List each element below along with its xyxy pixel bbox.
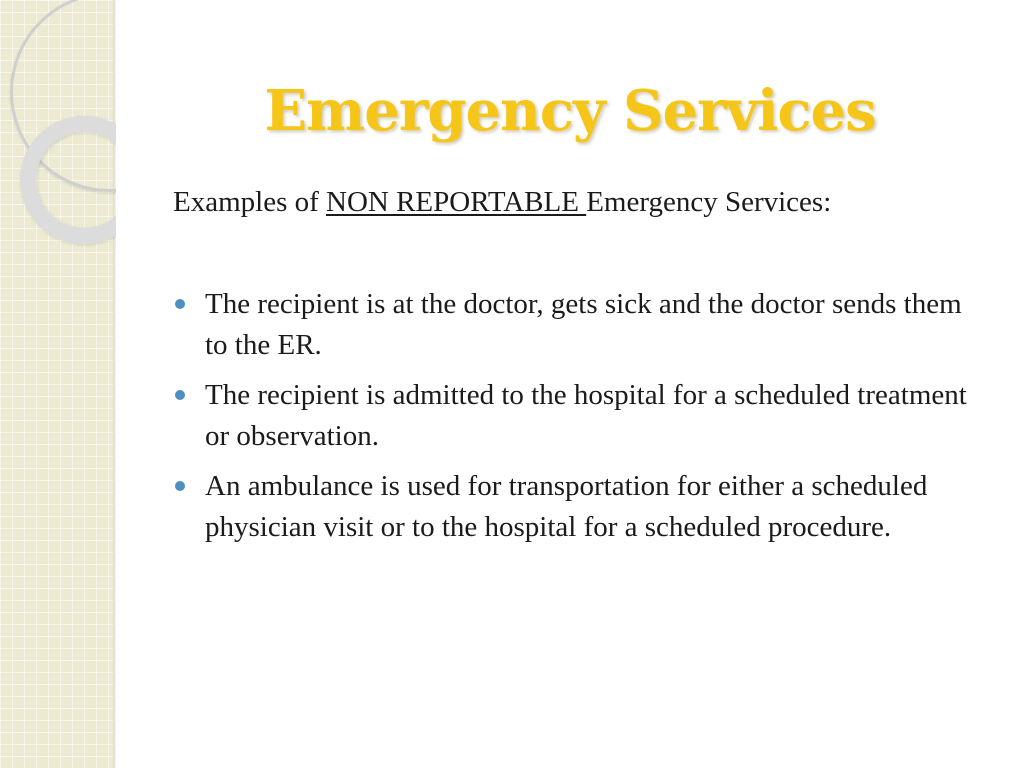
- intro-emphasis: NON REPORTABLE: [326, 186, 587, 218]
- bullet-item: [173, 375, 988, 457]
- bullet-dot-icon: [175, 481, 185, 491]
- bullet-list: [173, 284, 988, 557]
- bullet-item: [173, 284, 988, 366]
- bullet-dot-icon: [175, 390, 185, 400]
- bullet-text: The recipient is admitted to the hospital for a scheduled treatment or observation.: [205, 379, 967, 452]
- bullet-item: [173, 466, 988, 548]
- intro-prefix: Examples of: [173, 186, 327, 218]
- intro-suffix: Emergency Services:: [586, 186, 832, 218]
- bullet-dot-icon: [175, 299, 185, 309]
- slide-title: Emergency Services: [264, 78, 876, 144]
- bullet-text: An ambulance is used for transportation for either a scheduled physician visit or to the hospital for a scheduled procedure.: [205, 470, 928, 543]
- decorative-rings: [0, 0, 116, 260]
- intro-line: [173, 186, 831, 219]
- bullet-text: The recipient is at the doctor, gets sick and the doctor sends them to the ER.: [205, 288, 962, 361]
